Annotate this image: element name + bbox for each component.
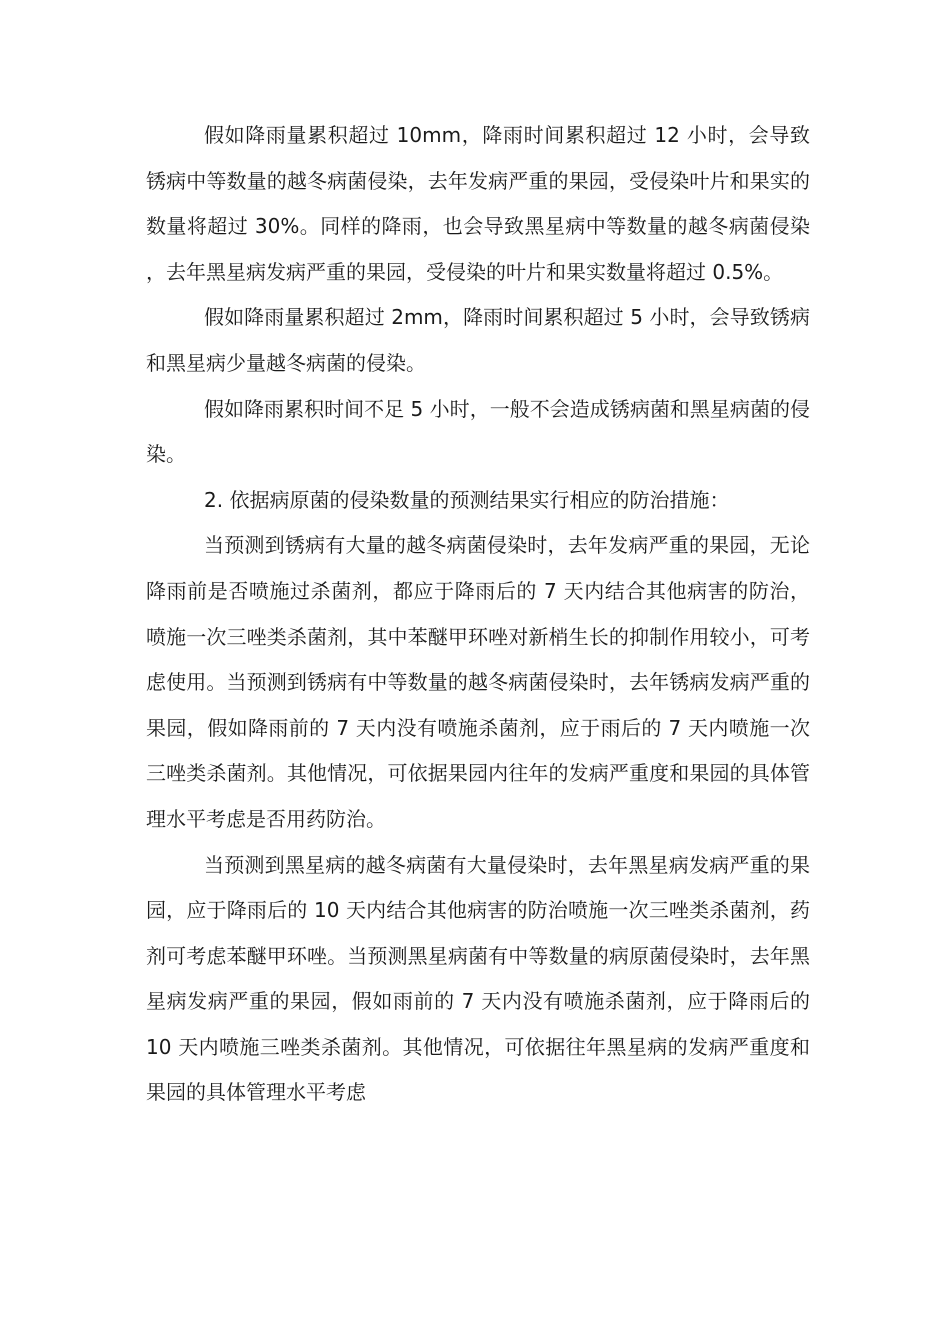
- paragraph-rust-control: 当预测到锈病有大量的越冬病菌侵染时，去年发病严重的果园，无论降雨前是否喷施过杀菌剂，都应于降雨后的 7 天内结合其他病害的防治，喷施一次三唑类杀菌剂，其中苯醚甲环唑对新梢生长的抑制作用较小，可考虑使用。当预测到锈病有中等数量的越冬病菌侵染时，去年锈病发病严重的果园，假如降雨前的 7 天内没有喷施杀菌剂，应于雨后的 7 天内喷施一次三唑类杀菌剂。其他情况，可依据果园内往年的发病严重度和果园的具体管理水平考虑是否用药防治。: [146, 533, 810, 831]
- section-heading-control-measures: 2. 依据病原菌的侵染数量的预测结果实行相应的防治措施：: [204, 487, 730, 512]
- paragraph-rainfall-under-5h: 假如降雨累积时间不足 5 小时，一般不会造成锈病菌和黑星病菌的侵染。: [146, 396, 810, 467]
- paragraph-rainfall-2mm: 假如降雨量累积超过 2mm，降雨时间累积超过 5 小时，会导致锈病和黑星病少量越冬病菌的侵染。: [146, 305, 810, 375]
- paragraph-scab-control: 当预测到黑星病的越冬病菌有大量侵染时，去年黑星病发病严重的果园，应于降雨后的 10 天内结合其他病害的防治喷施一次三唑类杀菌剂，药剂可考虑苯醚甲环唑。当预测黑星病菌有中等数量的病原菌侵染时，去年黑星病发病严重的果园，假如雨前的 7 天内没有喷施杀菌剂，应于降雨后的 10 天内喷施三唑类杀菌剂。其他情况，可依据往年黑星病的发病严重度和果园的具体管理水平考虑: [146, 852, 810, 1105]
- paragraph-rainfall-10mm: 假如降雨量累积超过 10mm，降雨时间累积超过 12 小时，会导致锈病中等数量的越冬病菌侵染，去年发病严重的果园，受侵染叶片和果实的数量将超过 30%。同样的降雨，也会导致黑星病中等数量的越冬病菌侵染，去年黑星病发病严重的果园，受侵染的叶片和果实数量将超过 0.5%。: [146, 123, 810, 284]
- document-body: [146, 113, 810, 1116]
